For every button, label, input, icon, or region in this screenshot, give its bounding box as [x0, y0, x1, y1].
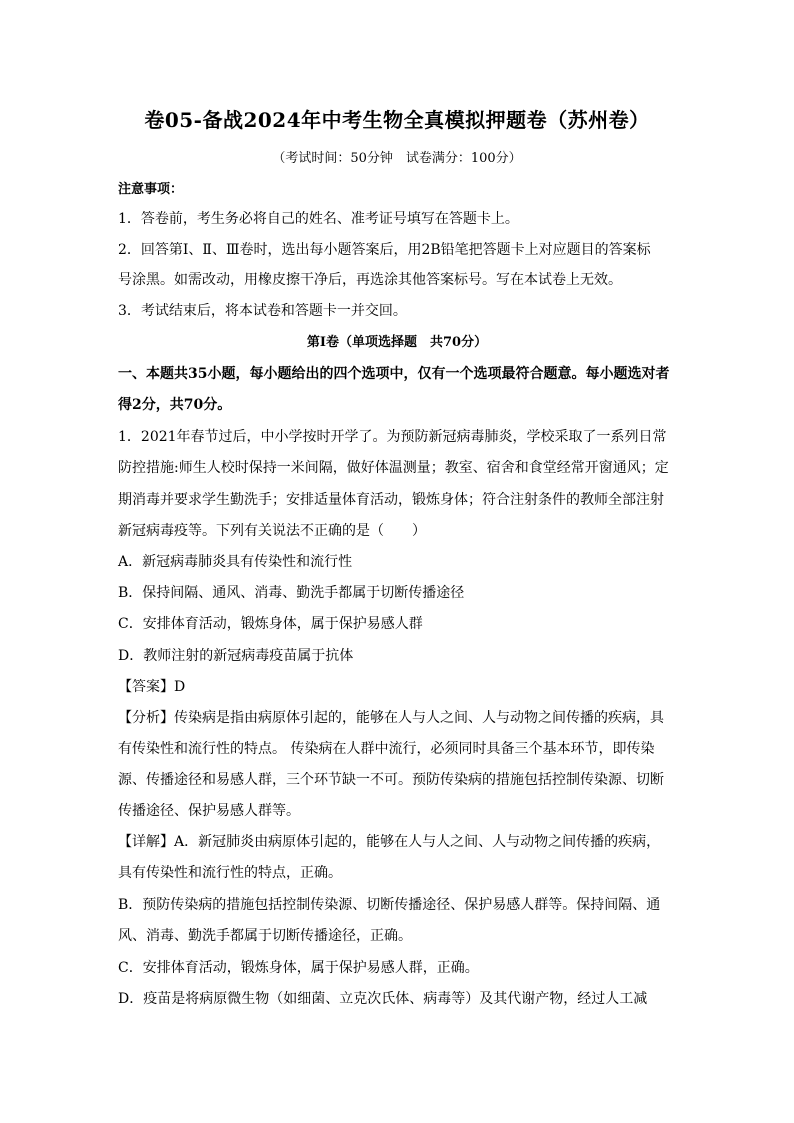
- question-stem-line: 新冠病毒疫等。下列有关说法不正确的是（ ）: [118, 523, 426, 539]
- detail-line: 风、消毒、勤洗手都属于切断传播途径，正确。: [118, 928, 412, 944]
- answer-line: 【答案】D: [118, 679, 186, 695]
- question-stem-line: 1．2021年春节过后，中小学按时开学了。为预防新冠病毒肺炎，学校采取了一系列日常: [118, 429, 667, 445]
- option-d: D．教师注射的新冠病毒疫苗属于抗体: [118, 648, 354, 664]
- option-b: B．保持间隔、通风、消毒、勤洗手都属于切断传播途径: [118, 585, 465, 601]
- note-item-1: 1．答卷前，考生务必将自己的姓名、准考证号填写在答题卡上。: [118, 211, 519, 227]
- option-a: A．新冠病毒肺炎具有传染性和流行性: [118, 554, 353, 570]
- exam-info: （考试时间：50分钟 试卷满分：100分）: [272, 151, 522, 166]
- page-title: 卷05-备战2024年中考生物全真模拟押题卷（苏州卷）: [144, 108, 650, 132]
- question-stem-line: 防控措施:师生人校时保持一米间隔，做好体温测量；教室、宿舍和食堂经常开窗通风；定: [118, 460, 669, 476]
- analysis-line: 【分析】传染病是指由病原体引起的，能够在人与人之间、人与动物之间传播的疾病，具: [118, 710, 664, 726]
- section-instruction-1: 一、本题共35小题，每小题给出的四个选项中，仅有一个选项最符合题意。每小题选对者: [118, 366, 670, 382]
- analysis-line: 有传染性和流行性的特点。 传染病在人群中流行，必须同时具备三个基本环节，即传染: [118, 741, 655, 757]
- detail-line: D．疫苗是将病原微生物（如细菌、立克次氏体、病毒等）及其代谢产物，经过人工减: [118, 991, 648, 1007]
- notes-heading: 注意事项：: [118, 182, 184, 197]
- question-stem-line: 期消毒并要求学生勤洗手；安排适量体育活动，锻炼身体；符合注射条件的教师全部注射: [118, 492, 664, 508]
- section-heading: 第Ⅰ卷（单项选择题 共70分）: [306, 335, 488, 350]
- analysis-line: 源、传播途径和易感人群，三个环节缺一不可。预防传染病的措施包括控制传染源、切断: [118, 772, 664, 788]
- note-item-2-cont: 号涂黑。如需改动，用橡皮擦干净后，再选涂其他答案标号。写在本试卷上无效。: [118, 272, 622, 288]
- detail-line: C．安排体育活动，锻炼身体，属于保护易感人群，正确。: [118, 960, 479, 976]
- section-instruction-2: 得2分，共70分。: [118, 397, 232, 413]
- detail-line: B．预防传染病的措施包括控制传染源、切断传播途径、保护易感人群等。保持间隔、通: [118, 897, 661, 913]
- option-c: C．安排体育活动，锻炼身体，属于保护易感人群: [118, 616, 423, 632]
- detail-line: 具有传染性和流行性的特点，正确。: [118, 865, 342, 881]
- note-item-2: 2．回答第Ⅰ、Ⅱ、Ⅲ卷时，选出每小题答案后，用2B铅笔把答题卡上对应题目的答案标: [118, 242, 651, 258]
- detail-line: 【详解】A．新冠肺炎由病原体引起的，能够在人与人之间、人与动物之间传播的疾病，: [118, 834, 661, 850]
- note-item-3: 3．考试结束后，将本试卷和答题卡一并交回。: [118, 303, 407, 319]
- analysis-line: 传播途径、保护易感人群等。: [118, 803, 300, 819]
